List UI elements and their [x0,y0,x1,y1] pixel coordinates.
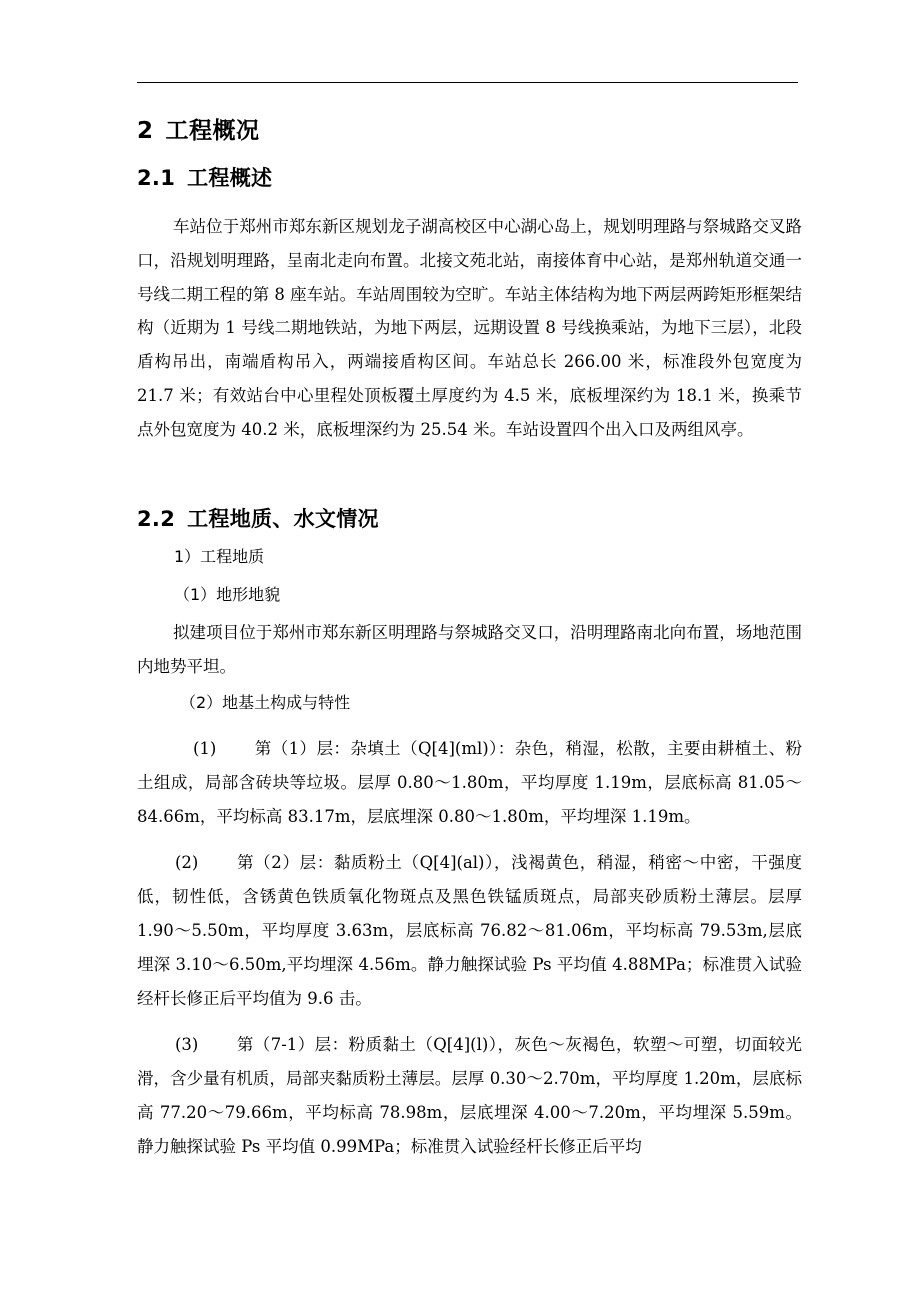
subsection-number: 2.1 [137,166,176,190]
soil-layer-number: (2) [175,853,199,872]
soil-layer-text: 第（7-1）层：粉质黏土（Q[4](l)），灰色～灰褐色，软塑～可塑，切面较光滑，含少量有机质，局部夹黏质粉土薄层。层厚 0.30～2.70m，平均厚度 1.20m，层底标高 77.20～79.66m，平均标高 78.98m，层底埋深 4.00～7.20m，平均埋深 5.59m。静力触探试验 Ps 平均值 0.99MPa；标准贯入试验经杆长修正后平均 [137,1035,802,1156]
soil-layer-paragraph [137,732,802,834]
section-number: 2 [137,118,154,144]
subsection-title: 工程概述 [187,166,273,190]
header-rule [137,82,798,83]
subsection-title: 工程地质、水文情况 [187,507,379,531]
list-item-engineering-geology: 1）工程地质 [174,547,265,566]
soil-layer-text: 第（1）层：杂填土（Q[4](ml)）：杂色，稍湿，松散，主要由耕植土、粉土组成，局部含砖块等垃圾。层厚 0.80～1.80m，平均厚度 1.19m，层底标高 81.05～84.66m，平均标高 83.17m，层底埋深 0.80～1.80m，平均埋深 1.19m。 [137,739,802,826]
list-item-landform: （1）地形地貌 [174,585,281,604]
soil-layer-number: (1) [193,739,217,758]
section-title: 工程概况 [165,118,260,144]
overview-paragraph: 车站位于郑州市郑东新区规划龙子湖高校区中心湖心岛上，规划明理路与祭城路交叉路口，沿规划明理路，呈南北走向布置。北接文苑北站，南接体育中心站，是郑州轨道交通一号线二期工程的第 8 座车站。车站周围较为空旷。车站主体结构为地下两层两跨矩形框架结构（近期为 1 号线二期地铁站，为地下两层，远期设置 8 号线换乘站，为地下三层），北段盾构吊出，南端盾构吊入，两端接盾构区间。车站总长 266.00 米，标准段外包宽度为 21.7 米；有效站台中心里程处顶板覆土厚度约为 4.5 米，底板埋深约为 18.1 米，换乘节点外包宽度为 40.2 米，底板埋深约为 25.54 米。车站设置四个出入口及两组风亭。 [137,217,802,439]
landform-paragraph: 拟建项目位于郑州市郑东新区明理路与祭城路交叉口，沿明理路南北向布置，场地范围内地势平坦。 [137,623,802,676]
subsection-heading-geology [137,503,379,533]
subsection-number: 2.2 [137,507,176,531]
soil-layer-paragraph [137,846,802,1016]
soil-layer-number: (3) [175,1035,199,1054]
section-heading [137,112,260,145]
soil-layer-text: 第（2）层：黏质粉土（Q[4](al)），浅褐黄色，稍湿，稍密～中密，干强度低，韧性低，含锈黄色铁质氧化物斑点及黑色铁锰质斑点，局部夹砂质粉土薄层。层厚 1.90～5.50m，平均厚度 3.63m，层底标高 76.82～81.06m，平均标高 79.53m,层底埋深 3.10～6.50m,平均埋深 4.56m。静力触探试验 Ps 平均值 4.88MPa；标准贯入试验经杆长修正后平均值为 9.6 击。 [137,853,802,1008]
list-item-foundation-soil: （2）地基土构成与特性 [180,693,351,712]
soil-layer-paragraph [137,1028,802,1164]
subsection-heading-overview [137,162,272,192]
